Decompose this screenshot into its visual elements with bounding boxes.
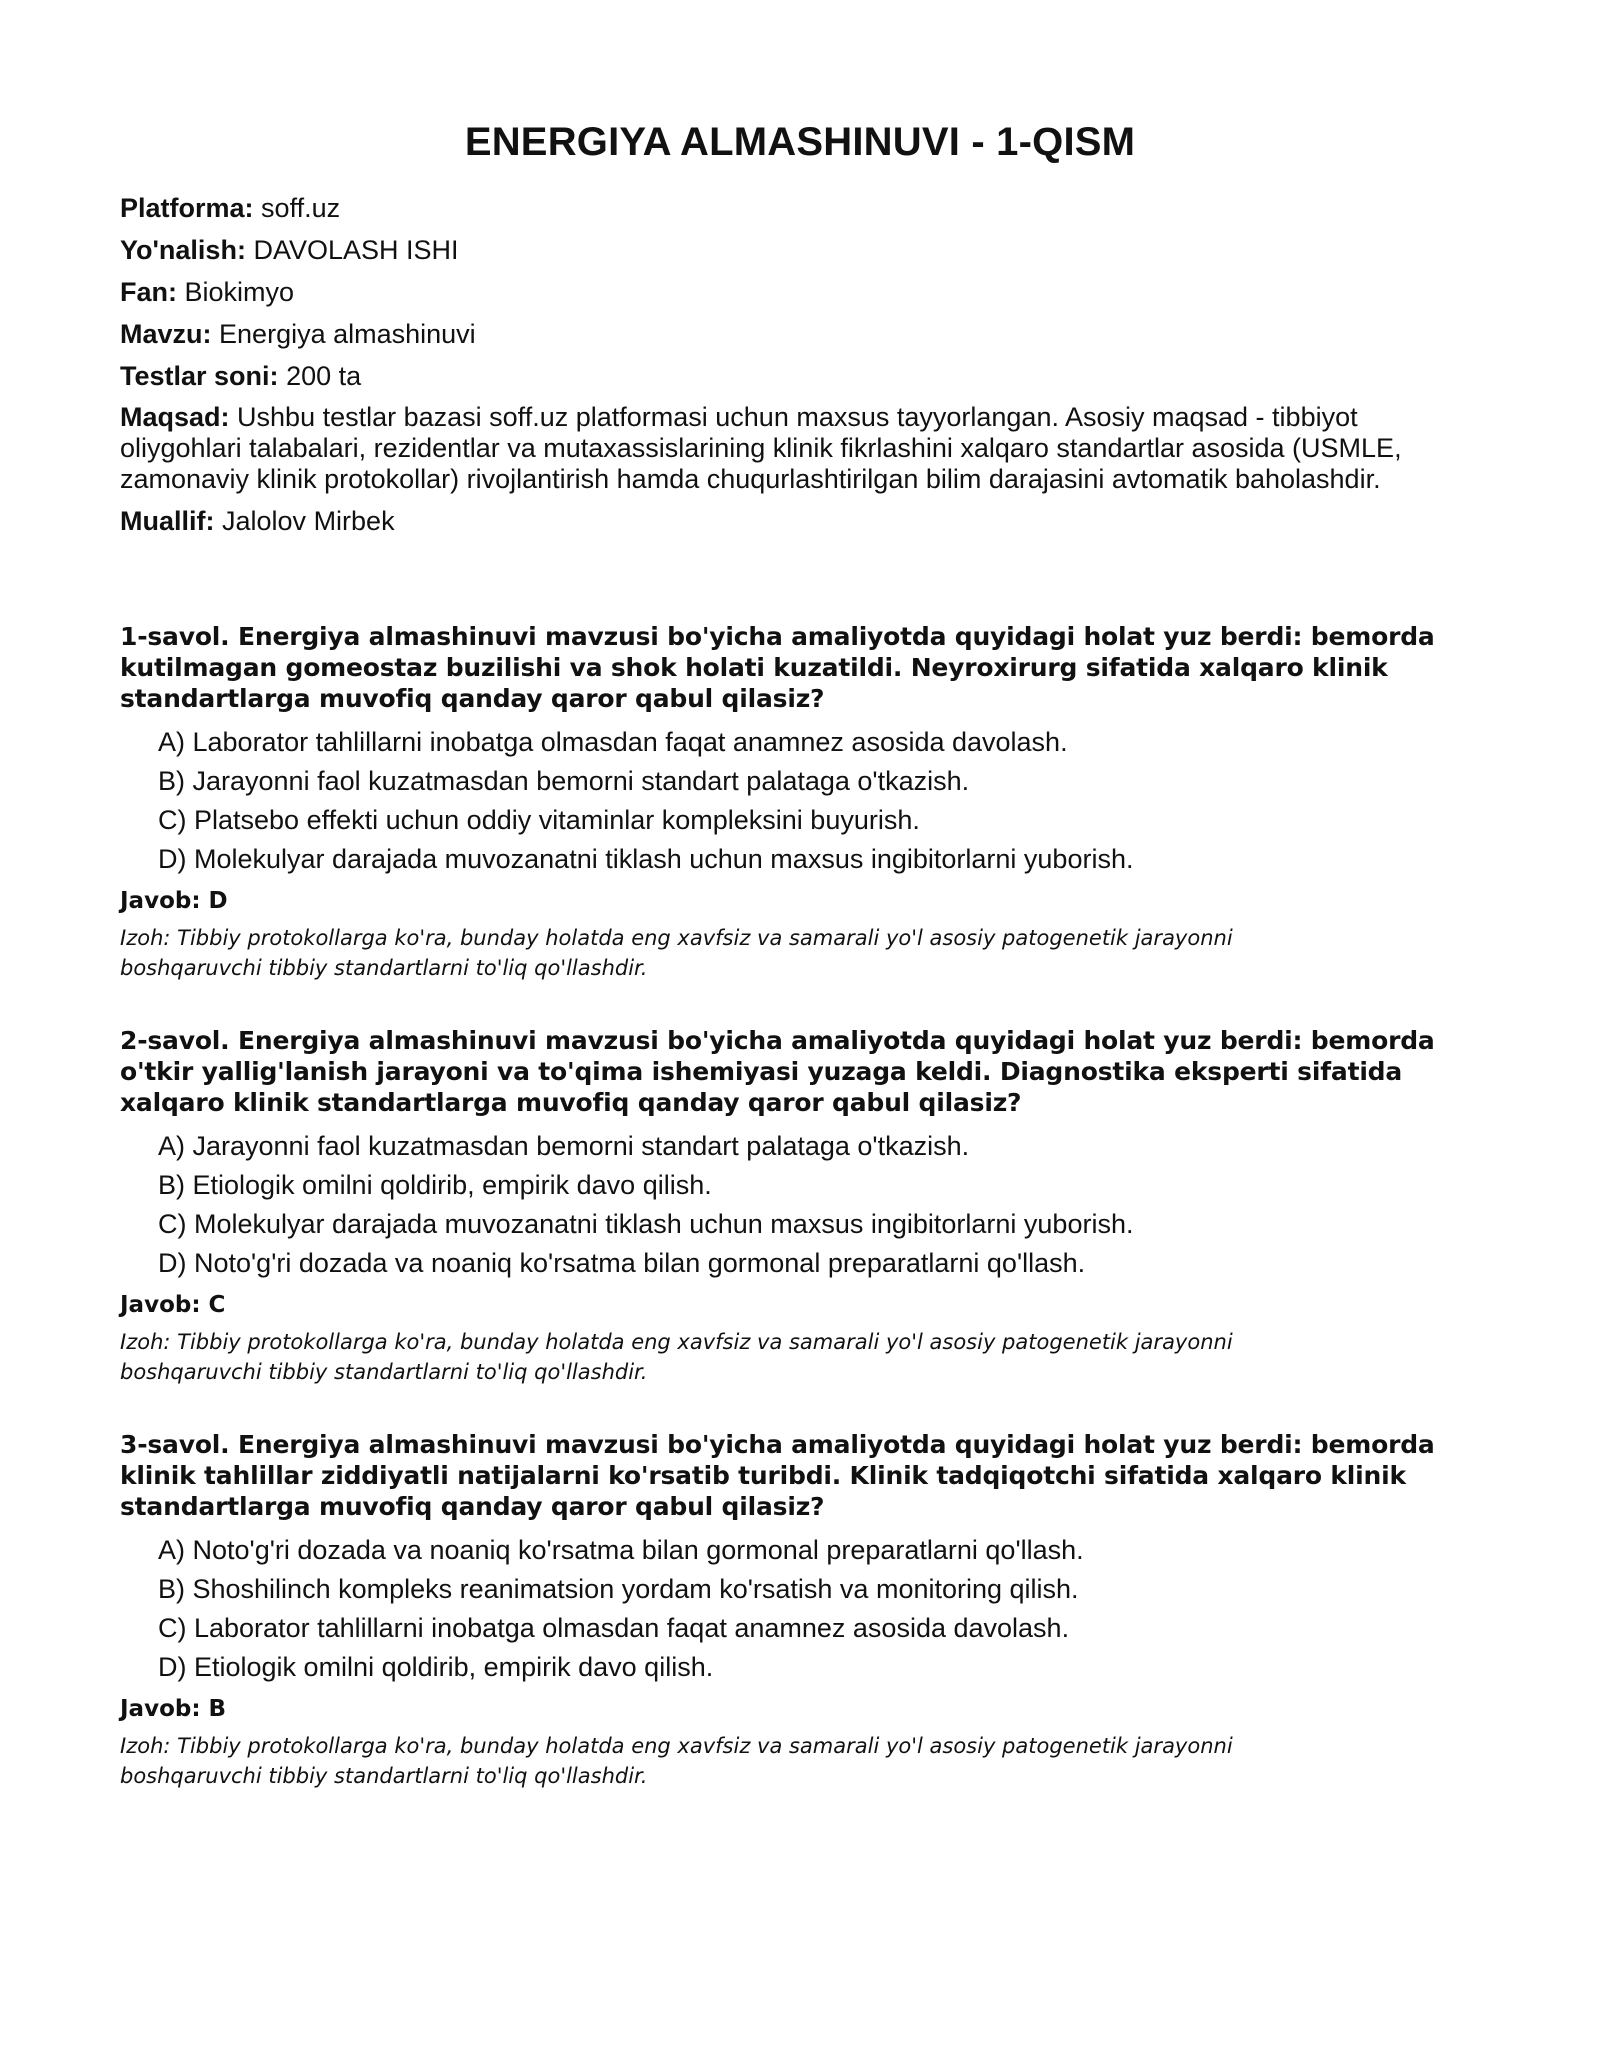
question-list: [120, 621, 1480, 1791]
meta-platforma: [120, 192, 1480, 224]
meta-key: Muallif:: [120, 506, 215, 536]
option-d: D) Etiologik omilni qoldirib, empirik davo qilish.: [158, 1652, 714, 1682]
option-a: A) Jarayonni faol kuzatmasdan bemorni standart palataga o'tkazish.: [158, 1131, 970, 1161]
option-list: [120, 1130, 1480, 1279]
meta-maqsad: [120, 402, 1480, 495]
answer: Javob: C: [120, 1292, 226, 1318]
option-b: B) Etiologik omilni qoldirib, empirik davo qilish.: [158, 1170, 712, 1200]
meta-muallif: [120, 505, 1480, 537]
meta-value: Energiya almashinuvi: [219, 319, 476, 349]
answer: Javob: B: [120, 1696, 227, 1722]
option-list: [120, 1534, 1480, 1683]
meta-value: soff.uz: [261, 193, 341, 223]
meta-value: 200 ta: [286, 361, 362, 391]
explanation: Izoh: Tibbiy protokollarga ko'ra, bunday holatda eng xavfsiz va samarali yo'l asosiy patogenetik jarayonni boshqaruvchi tibbiy standartlarni to'liq qo'llashdir.: [120, 926, 1233, 980]
option-b: B) Shoshilinch kompleks reanimatsion yordam ko'rsatish va monitoring qilish.: [158, 1574, 1079, 1604]
meta-key: Maqsad:: [120, 402, 230, 432]
question-text: 1-savol. Energiya almashinuvi mavzusi bo'yicha amaliyotda quyidagi holat yuz berdi: bemorda kutilmagan gomeostaz buzilishi va shok holati kuzatildi. Neyroxirurg sifatida xalqaro klinik standartlarga muvofiq qanday qaror qabul qilasiz?: [120, 622, 1435, 713]
question-text: 3-savol. Energiya almashinuvi mavzusi bo'yicha amaliyotda quyidagi holat yuz berdi: bemorda klinik tahlillar ziddiyatli natijalarni ko'rsatib turibdi. Klinik tadqiqotchi sifatida xalqaro klinik standartlarga muvofiq qanday qaror qabul qilasiz?: [120, 1430, 1435, 1521]
option-d: D) Noto'g'ri dozada va noaniq ko'rsatma bilan gormonal preparatlarni qo'llash.: [158, 1248, 1086, 1278]
answer: Javob: D: [120, 888, 228, 914]
option-c: C) Platsebo effekti uchun oddiy vitaminlar kompleksini buyurish.: [158, 805, 920, 835]
meta-value: Biokimyo: [184, 277, 295, 307]
option-d: D) Molekulyar darajada muvozanatni tiklash uchun maxsus ingibitorlarni yuborish.: [158, 844, 1134, 874]
explanation: Izoh: Tibbiy protokollarga ko'ra, bunday holatda eng xavfsiz va samarali yo'l asosiy patogenetik jarayonni boshqaruvchi tibbiy standartlarni to'liq qo'llashdir.: [120, 1734, 1233, 1788]
meta-key: Yo'nalish:: [120, 235, 246, 265]
meta-testlar-soni: [120, 360, 1480, 392]
option-a: A) Laborator tahlillarni inobatga olmasdan faqat anamnez asosida davolash.: [158, 727, 1068, 757]
meta-mavzu: [120, 318, 1480, 350]
meta-value: Ushbu testlar bazasi soff.uz platformasi uchun maxsus tayyorlangan. Asosiy maqsad - tibbiyot oliygohlari talabalari, rezidentlar va mutaxassislarining klinik fikrlashini xalqaro standartlar asosida (USMLE, zamonaviy klinik protokollar) rivojlantirish hamda chuqurlashtirilgan bilim darajasini avtomatik baholashdir.: [120, 402, 1402, 494]
meta-yonalish: [120, 234, 1480, 266]
meta-value: DAVOLASH ISHI: [253, 235, 459, 265]
meta-fan: [120, 276, 1480, 308]
question-text: 2-savol. Energiya almashinuvi mavzusi bo'yicha amaliyotda quyidagi holat yuz berdi: bemorda o'tkir yallig'lanish jarayoni va to'qima ishemiyasi yuzaga keldi. Diagnostika eksperti sifatida xalqaro klinik standartlarga muvofiq qanday qaror qabul qilasiz?: [120, 1026, 1435, 1117]
question-2: [120, 1025, 1480, 1387]
option-list: [120, 726, 1480, 875]
meta-key: Fan:: [120, 277, 177, 307]
option-b: B) Jarayonni faol kuzatmasdan bemorni standart palataga o'tkazish.: [158, 766, 970, 796]
meta-key: Platforma:: [120, 193, 254, 223]
meta-value: Jalolov Mirbek: [222, 506, 395, 536]
document-meta: [120, 192, 1480, 537]
meta-key: Mavzu:: [120, 319, 212, 349]
meta-key: Testlar soni:: [120, 361, 279, 391]
question-1: [120, 621, 1480, 983]
explanation: Izoh: Tibbiy protokollarga ko'ra, bunday holatda eng xavfsiz va samarali yo'l asosiy patogenetik jarayonni boshqaruvchi tibbiy standartlarni to'liq qo'llashdir.: [120, 1330, 1233, 1384]
document-title: ENERGIYA ALMASHINUVI - 1-QISM: [464, 120, 1136, 164]
option-c: C) Laborator tahlillarni inobatga olmasdan faqat anamnez asosida davolash.: [158, 1613, 1070, 1643]
option-a: A) Noto'g'ri dozada va noaniq ko'rsatma bilan gormonal preparatlarni qo'llash.: [158, 1535, 1084, 1565]
option-c: C) Molekulyar darajada muvozanatni tiklash uchun maxsus ingibitorlarni yuborish.: [158, 1209, 1134, 1239]
question-3: [120, 1429, 1480, 1791]
